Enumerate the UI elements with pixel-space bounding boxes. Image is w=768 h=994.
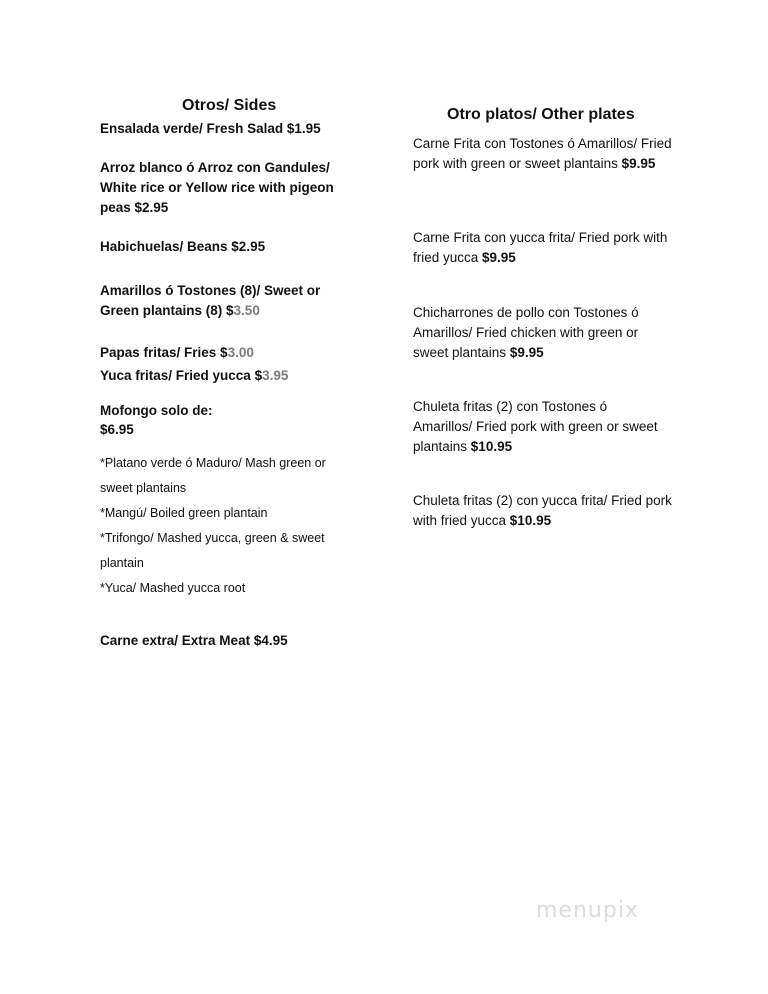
mofongo-price: $6.95	[100, 422, 134, 437]
plate-item-text: Carne Frita con Tostones ó Amarillos/ Fried pork with green or sweet plantains	[413, 136, 672, 171]
menu-item	[100, 366, 350, 386]
plate-item-text: Chuleta fritas (2) con yucca frita/ Fried pork with fried yucca	[413, 493, 672, 528]
plate-item-price: $9.95	[509, 345, 544, 360]
mofongo-option: *Trifongo/ Mashed yucca, green & sweet plantain	[100, 531, 325, 570]
plate-item-text: Chuleta fritas (2) con Tostones ó Amarillos/ Fried pork with green or sweet plantains	[413, 399, 658, 454]
mofongo-option: *Yuca/ Mashed yucca root	[100, 581, 246, 595]
menu-item: Habichuelas/ Beans $2.95	[100, 239, 266, 254]
menu-item-text: Papas fritas/ Fries $	[100, 345, 228, 360]
plate-item-text: Carne Frita con yucca frita/ Fried pork with fried yucca	[413, 230, 668, 265]
mofongo-option: *Mangú/ Boiled green plantain	[100, 506, 268, 520]
plate-item-price: $10.95	[509, 513, 552, 528]
plate-item	[413, 491, 673, 531]
watermark-logo: menupix	[536, 898, 639, 923]
mofongo-option: *Platano verde ó Maduro/ Mash green or sweet plantains	[100, 456, 326, 495]
menu-item: Ensalada verde/ Fresh Salad $1.95	[100, 121, 321, 136]
plate-item-price: $9.95	[621, 156, 656, 171]
menu-item-price: 3.95	[262, 368, 289, 383]
menu-item-price: 3.00	[227, 345, 254, 360]
plate-item	[413, 397, 663, 457]
extra-meat-item: Carne extra/ Extra Meat $4.95	[100, 633, 288, 648]
menu-item	[100, 343, 350, 363]
menu-item-text: Yuca fritas/ Fried yucca $	[100, 368, 263, 383]
menu-item-price: 3.50	[233, 303, 260, 318]
plates-title: Otro platos/ Other plates	[447, 106, 635, 123]
menu-item	[100, 281, 335, 321]
mofongo-title: Mofongo solo de:	[100, 403, 213, 418]
plate-item	[413, 228, 683, 268]
menu-item: Arroz blanco ó Arroz con Gandules/ White rice or Yellow rice with pigeon peas $2.95	[100, 160, 334, 215]
plate-item-text: Chicharrones de pollo con Tostones ó Amarillos/ Fried chicken with green or sweet plantains	[413, 305, 639, 360]
plate-item	[413, 303, 673, 363]
plate-item	[413, 134, 678, 174]
plate-item-price: $10.95	[470, 439, 513, 454]
plate-item-price: $9.95	[482, 250, 516, 265]
menu-item-text: Amarillos ó Tostones (8)/ Sweet or Green plantains (8) $	[100, 283, 321, 318]
sides-title: Otros/ Sides	[182, 97, 277, 114]
